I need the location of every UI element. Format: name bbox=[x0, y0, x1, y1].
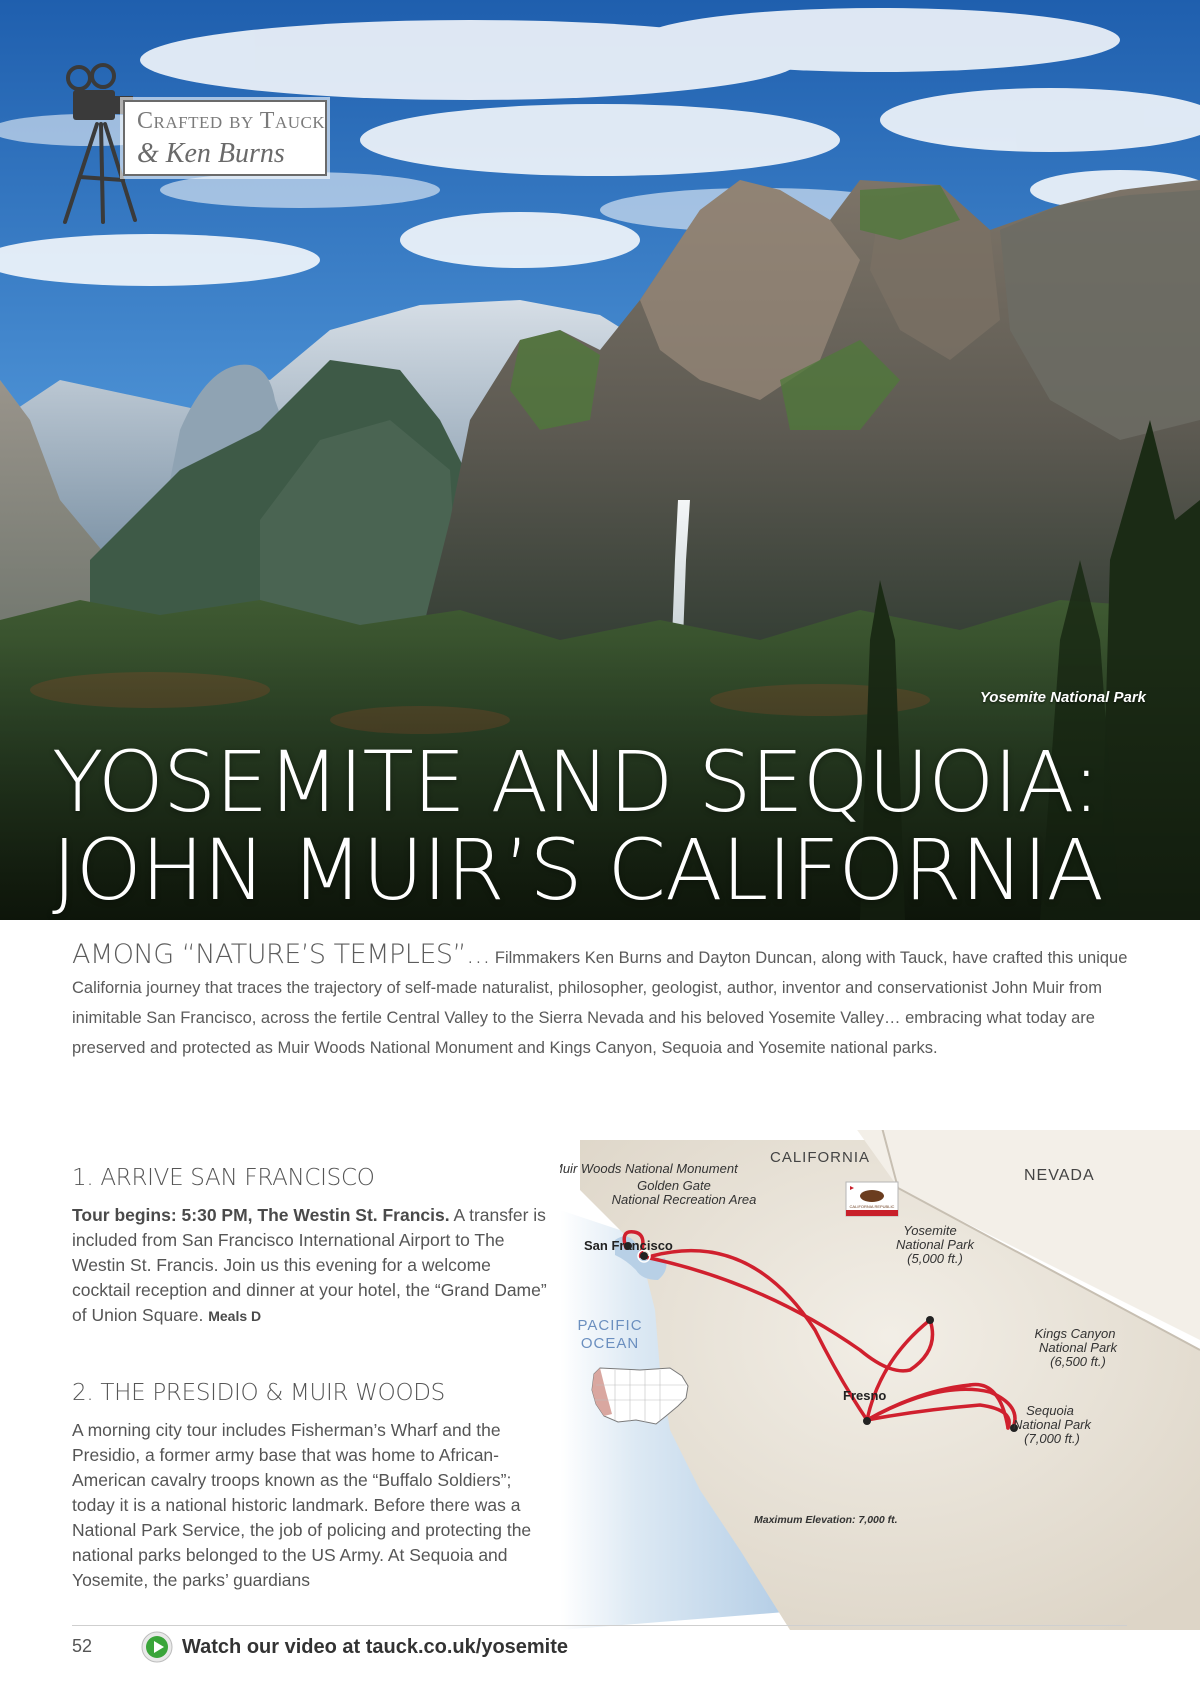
page-title-line-1: YOSEMITE AND SEQUOIA: bbox=[52, 733, 1100, 831]
play-icon[interactable] bbox=[141, 1631, 173, 1663]
map-label-pacific: PACIFIC bbox=[577, 1317, 643, 1334]
page-title-line-2: JOHN MUIR’S CALIFORNIA bbox=[52, 821, 1103, 919]
california-flag-icon bbox=[846, 1182, 898, 1216]
day-2-title: 2. THE PRESIDIO & MUIR WOODS bbox=[72, 1380, 445, 1406]
map-label-nevada: NEVADA bbox=[1024, 1167, 1095, 1184]
map-label-yosemite-elev: (5,000 ft.) bbox=[907, 1251, 963, 1266]
crafted-by-tauck-ken-burns-logo bbox=[55, 62, 340, 232]
map-label-golden-gate: Golden Gate bbox=[637, 1178, 711, 1193]
itinerary-map bbox=[560, 1130, 1200, 1630]
map-label-california: CALIFORNIA bbox=[770, 1149, 871, 1166]
day-1-title: 1. ARRIVE SAN FRANCISCO bbox=[72, 1165, 375, 1191]
map-label-yosemite: Yosemite bbox=[903, 1223, 957, 1238]
day-1-text: A transfer is included from San Francisco International Airport to The Westin St. Francis. Join us this evening for a welcome cocktail reception and dinner at your hotel, the “Grand Dame” of Union Square. bbox=[72, 1205, 547, 1325]
flag-text: CALIFORNIA REPUBLIC bbox=[849, 1204, 895, 1209]
day-1-body bbox=[72, 1203, 552, 1329]
page-title bbox=[52, 733, 1162, 919]
brand-ken-burns-text: & Ken Burns bbox=[137, 138, 285, 169]
map-label-sequoia: Sequoia bbox=[1026, 1403, 1074, 1418]
map-label-sequoia-elev: (7,000 ft.) bbox=[1024, 1431, 1080, 1446]
video-link[interactable]: Watch our video at tauck.co.uk/yosemite bbox=[182, 1636, 569, 1658]
brand-nameplate bbox=[123, 100, 327, 176]
intro-body: Filmmakers Ken Burns and Dayton Duncan, along with Tauck, have crafted this unique California journey that traces the trajectory of self-made naturalist, philosopher, geologist, author, inventor and conservationist John Muir from inimitable San Francisco, across the fertile Central Valley to the Sierra Nevada and his beloved Yosemite Valley… embracing what today are preserved and protected as Muir Woods National Monument and Kings Canyon, Sequoia and Yosemite national parks. bbox=[72, 949, 1128, 1057]
map-label-muir-woods: Muir Woods National Monument bbox=[560, 1161, 738, 1176]
map-label-kings-canyon: Kings Canyon bbox=[1034, 1326, 1116, 1341]
intro-paragraph bbox=[72, 940, 1132, 1063]
map-label-kings-canyon-np: National Park bbox=[1038, 1340, 1118, 1355]
map-label-national-recreation-area: National Recreation Area bbox=[611, 1192, 757, 1207]
map-label-sequoia-np: National Park bbox=[1012, 1417, 1092, 1432]
page-number: 52 bbox=[72, 1636, 93, 1656]
play-video-button[interactable] bbox=[141, 1631, 173, 1663]
day-1-bold-intro: Tour begins: 5:30 PM, The Westin St. Francis. bbox=[72, 1205, 450, 1225]
day-1-meals: Meals D bbox=[208, 1308, 262, 1324]
map-max-elevation: Maximum Elevation: 7,000 ft. bbox=[754, 1514, 898, 1526]
map-label-fresno: Fresno bbox=[843, 1388, 887, 1403]
photo-caption: Yosemite National Park bbox=[979, 689, 1146, 706]
footer-divider bbox=[72, 1625, 1127, 1626]
intro-lead: AMONG “NATURE’S TEMPLES”... bbox=[72, 939, 491, 970]
map-label-ocean: OCEAN bbox=[580, 1335, 640, 1352]
california-route-map bbox=[560, 1130, 1200, 1630]
map-label-kings-canyon-elev: (6,500 ft.) bbox=[1050, 1354, 1106, 1369]
map-label-yosemite-np: National Park bbox=[895, 1237, 975, 1252]
day-2-body: A morning city tour includes Fisherman’s Wharf and the Presidio, a former army base that was home to African-American cavalry troops known as the “Buffalo Soldiers”; today it is a national historic landmark. Before there was a National Park Service, the job of policing and protecting the national parks belonged to the US Army. At Sequoia and Yosemite, the parks’ guardians bbox=[72, 1420, 532, 1590]
brand-crafted-by-text: Crafted by Tauck bbox=[137, 108, 326, 134]
map-label-san-francisco: San Francisco bbox=[584, 1238, 673, 1253]
